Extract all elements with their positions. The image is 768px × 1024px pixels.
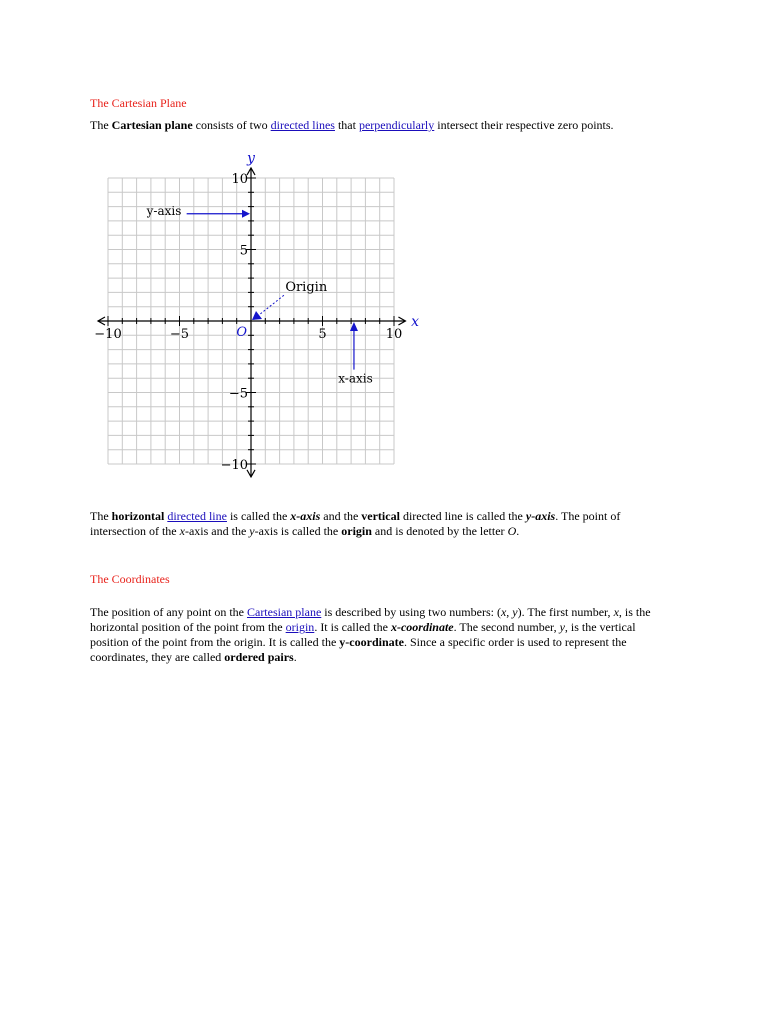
y-tick-label: −10 [220, 458, 248, 473]
axis-labels [94, 150, 419, 473]
coordinates-paragraph [90, 605, 665, 665]
axes-description-paragraph [90, 509, 665, 539]
text: -axis and the [184, 524, 250, 538]
axes [98, 168, 405, 477]
text: , [506, 605, 513, 619]
text: intersect their respective zero points. [434, 118, 614, 132]
x-tick-label: −5 [169, 327, 190, 342]
text: . The second number, [453, 620, 560, 634]
x-axis-callout-label: x-axis [338, 371, 373, 386]
origin-letter: O [236, 325, 247, 340]
var-x: x [500, 605, 507, 619]
link-directed-line[interactable]: directed line [167, 509, 227, 523]
text: and is denoted by the letter [371, 524, 508, 538]
link-perpendicularly[interactable]: perpendicularly [358, 118, 435, 132]
var-y: y [559, 620, 565, 634]
var-y: y [249, 524, 255, 538]
term-ordered-pairs: ordered pairs [224, 650, 294, 664]
origin-callout-label: Origin [285, 279, 328, 295]
text: that [334, 118, 359, 132]
text: and the [320, 509, 362, 523]
section-heading-cartesian-plane: The Cartesian Plane [90, 96, 187, 110]
y-tick-label: 5 [239, 243, 248, 259]
var-O: O [507, 524, 517, 538]
x-tick-label: 10 [385, 327, 403, 342]
text: ). The first number, [517, 605, 614, 619]
term-vertical: vertical [361, 509, 400, 523]
origin-callout-line [259, 295, 284, 315]
text: . Since a specific order is used to represent the coordinates, they are called [90, 635, 627, 664]
text: . It is called the [314, 620, 391, 634]
text: , is the horizontal position of the point from the [90, 605, 651, 634]
text: is described by using two numbers: ( [321, 605, 501, 619]
term-y-coordinate: y-coordinate [339, 635, 404, 649]
text: is called the [226, 509, 291, 523]
y-axis-letter: y [247, 150, 255, 167]
text: consists of two [192, 118, 271, 132]
text: . The point of intersection of the [90, 509, 621, 538]
term-y-axis: y-axis [525, 509, 556, 523]
text: The position of any point on the [90, 605, 247, 619]
y-tick-label: 10 [231, 172, 248, 187]
text: . [516, 524, 520, 538]
term-x-coordinate: x-coordinate [390, 620, 454, 634]
x-tick-label: 5 [318, 327, 327, 342]
var-x: x [613, 605, 619, 619]
term-origin: origin [341, 524, 372, 538]
var-y: y [512, 605, 518, 619]
section-heading-coordinates: The Coordinates [90, 572, 170, 586]
x-axis-letter: x [411, 314, 420, 330]
term-cartesian-plane: Cartesian plane [111, 118, 193, 132]
text: . [293, 650, 297, 664]
x-tick-label: −10 [94, 327, 122, 342]
origin-callout-arrowhead [252, 311, 262, 320]
text: -axis is called the [254, 524, 342, 538]
link-directed-lines[interactable]: directed lines [270, 118, 335, 132]
link-cartesian-plane[interactable]: Cartesian plane [246, 605, 322, 619]
cartesian-plane-figure [0, 0, 768, 500]
var-x: x [179, 524, 185, 538]
link-origin[interactable]: origin [285, 620, 315, 634]
term-horizontal: horizontal [111, 509, 165, 523]
text: The [90, 509, 112, 523]
text: The [90, 118, 112, 132]
text: directed line is called the [399, 509, 526, 523]
y-axis-callout-arrowhead [242, 210, 250, 218]
y-tick-label: −5 [228, 386, 248, 402]
term-x-axis: x-axis [290, 509, 321, 523]
text: , is the vertical position of the point from the origin. It is called the [90, 620, 636, 649]
y-axis-callout-label: y-axis [146, 204, 182, 219]
